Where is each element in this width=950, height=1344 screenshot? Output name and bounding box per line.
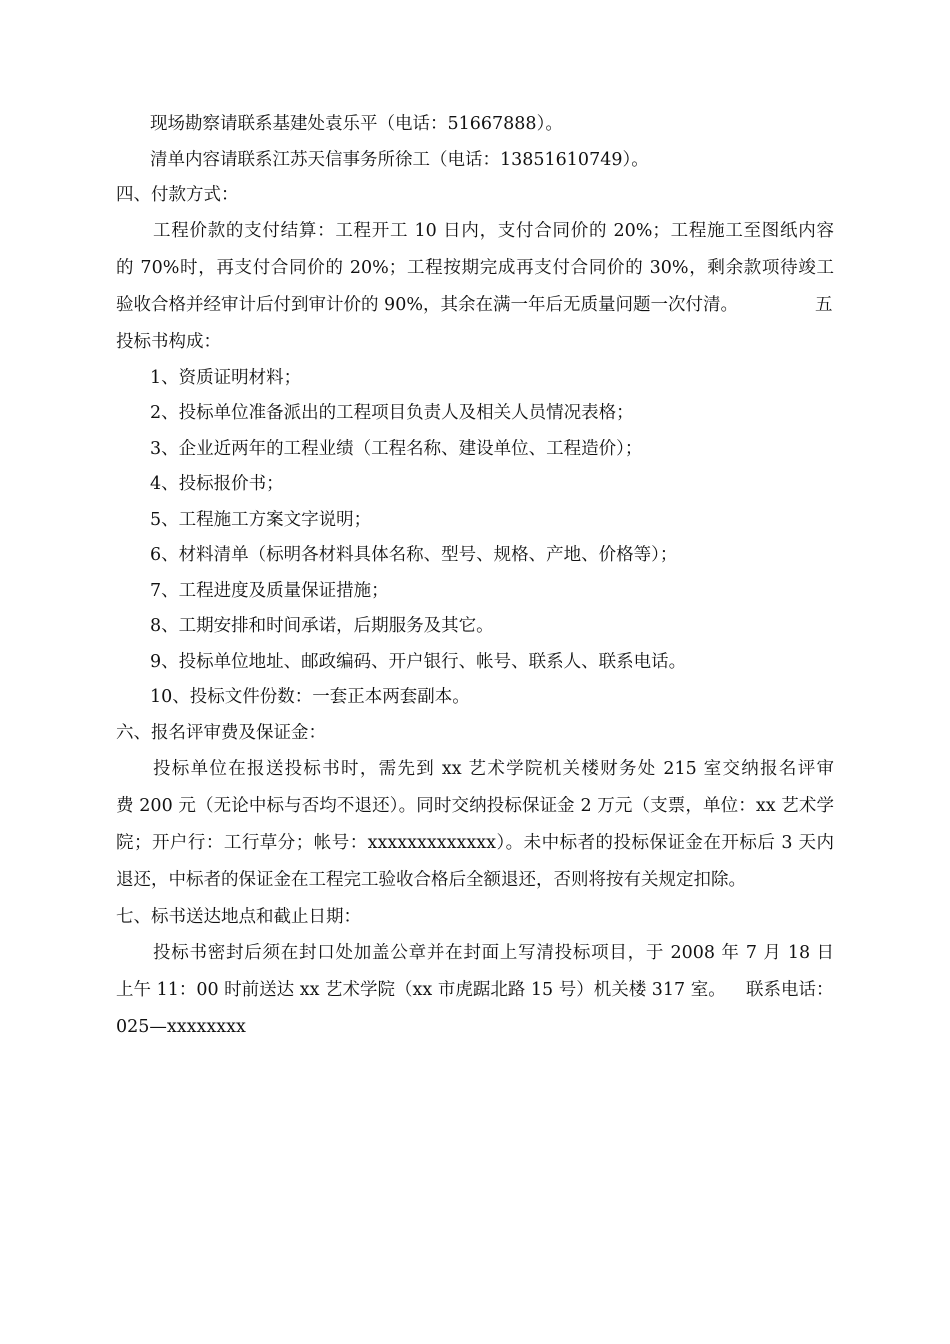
bid-doc-item: 7、工程进度及质量保证措施； <box>150 581 389 601</box>
registration-line-4: 退还，中标者的保证金在工程完工验收合格后全额退还，否则将按有关规定扣除。 <box>116 870 746 890</box>
payment-line-3: 验收合格并经审计后付到审计价的 90%，其余在满一年后无质量问题一次付清。 <box>116 295 738 315</box>
bid-doc-item: 5、工程施工方案文字说明； <box>150 510 372 530</box>
bid-doc-item: 10、投标文件份数：一套正本两套副本。 <box>150 687 470 707</box>
bill-content-contact: 清单内容请联系江苏天信事务所徐工（电话：13851610749）。 <box>150 150 649 170</box>
submission-heading: 七、标书送达地点和截止日期： <box>116 907 361 927</box>
payment-line-2: 的 70%时，再支付合同价的 20%；工程按期完成再支付合同价的 30%，剩余款项待竣工 <box>116 258 834 278</box>
payment-heading: 四、付款方式： <box>116 185 239 205</box>
site-survey-contact: 现场勘察请联系基建处袁乐平（电话：51667888）。 <box>150 114 563 134</box>
submission-line-1: 投标书密封后须在封口处加盖公章并在封面上写清投标项目，于 2008 年 7 月 18 日 <box>153 943 834 963</box>
bid-doc-item: 3、企业近两年的工程业绩（工程名称、建设单位、工程造价）； <box>150 439 643 459</box>
bid-doc-item: 2、投标单位准备派出的工程项目负责人及相关人员情况表格； <box>150 403 634 423</box>
bid-docs-heading: 投标书构成： <box>116 332 221 352</box>
registration-line-3: 院；开户行：工行草分；帐号：xxxxxxxxxxxxx）。未中标者的投标保证金在开标后 3 天内 <box>116 833 834 853</box>
bid-doc-item: 9、投标单位地址、邮政编码、开户银行、帐号、联系人、联系电话。 <box>150 652 687 672</box>
registration-heading: 六、报名评审费及保证金： <box>116 723 326 743</box>
bid-doc-item: 4、投标报价书； <box>150 474 284 494</box>
bid-doc-item: 6、材料清单（标明各材料具体名称、型号、规格、产地、价格等）； <box>150 545 678 565</box>
bid-doc-item: 8、工期安排和时间承诺，后期服务及其它。 <box>150 616 494 636</box>
section-five-marker: 五 <box>815 295 833 315</box>
contact-phone-number: 025—xxxxxxxx <box>116 1017 246 1037</box>
submission-line-2: 上午 11：00 时前送达 xx 艺术学院（xx 市虎踞北路 15 号）机关楼 317 室。 <box>116 980 726 1000</box>
registration-line-1: 投标单位在报送投标书时，需先到 xx 艺术学院机关楼财务处 215 室交纳报名评审 <box>153 759 834 779</box>
payment-line-1: 工程价款的支付结算：工程开工 10 日内，支付合同价的 20%；工程施工至图纸内容 <box>153 221 834 241</box>
contact-phone-label: 联系电话： <box>746 980 834 1000</box>
bid-doc-item: 1、资质证明材料； <box>150 368 302 388</box>
registration-line-2: 费 200 元（无论中标与否均不退还）。同时交纳投标保证金 2 万元（支票，单位：xx 艺术学 <box>116 796 834 816</box>
